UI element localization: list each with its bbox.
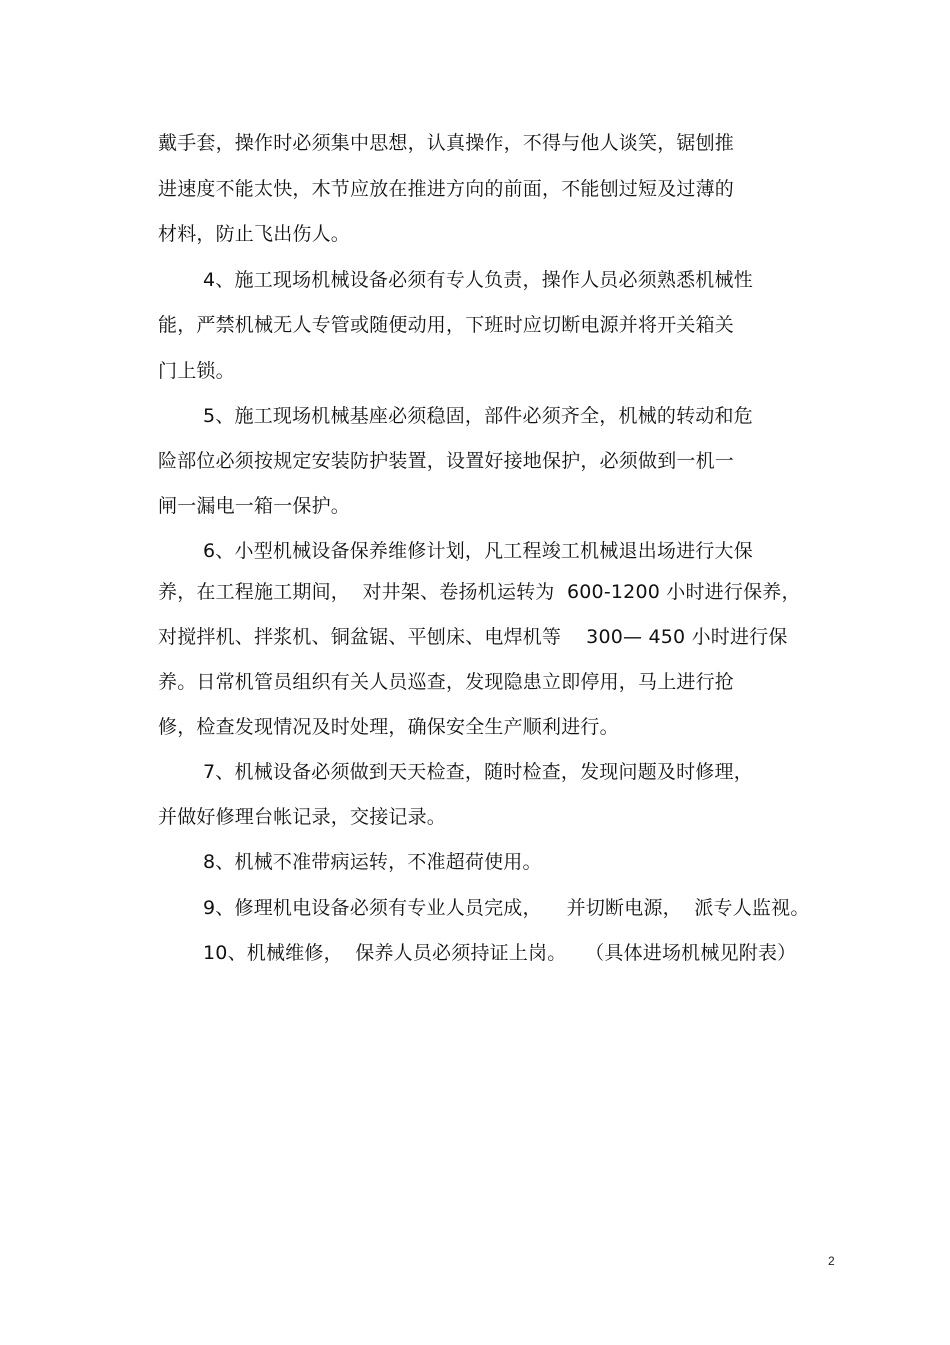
text-line: 4、施工现场机械设备必须有专人负责，操作人员必须熟悉机械性 (203, 269, 753, 291)
text-line: 材料，防止飞出伤人。 (158, 223, 351, 245)
text-line: 6、小型机械设备保养维修计划，凡工程竣工机械退出场进行大保 (203, 540, 753, 562)
text-line: 进速度不能太快，木节应放在推进方向的前面，不能刨过短及过薄的 (158, 178, 735, 200)
text-line: 9、修理机电设备必须有专业人员完成， 并切断电源， 派专人监视。 (203, 897, 810, 919)
text-line: 能，严禁机械无人专管或随便动用，下班时应切断电源并将开关箱关 (158, 314, 735, 336)
text-line: 险部位必须按规定安装防护装置，设置好接地保护，必须做到一机一 (158, 450, 735, 472)
text-line: 养。日常机管员组织有关人员巡查，发现隐患立即停用，马上进行抢 (158, 671, 735, 693)
text-line: 养，在工程施工期间， 对井架、卷扬机运转为 600-1200 小时进行保养， (158, 581, 801, 603)
text-line: 7、机械设备必须做到天天检查，随时检查，发现问题及时修理， (203, 761, 753, 783)
text-line: 闸一漏电一箱一保护。 (158, 495, 351, 517)
text-line: 门上锁。 (158, 360, 235, 382)
text-line: 戴手套，操作时必须集中思想，认真操作，不得与他人谈笑，锯刨推 (158, 132, 735, 154)
text-line: 修，检查发现情况及时处理，确保安全生产顺利进行。 (158, 716, 619, 738)
text-line: 5、施工现场机械基座必须稳固，部件必须齐全，机械的转动和危 (203, 405, 753, 427)
page-number: 2 (828, 1254, 835, 1268)
text-line: 8、机械不准带病运转，不准超荷使用。 (203, 851, 542, 873)
text-line: 10、机械维修， 保养人员必须持证上岗。 （具体进场机械见附表） (203, 942, 797, 964)
text-line: 对搅拌机、拌浆机、铜盆锯、平刨床、电焊机等 300— 450 小时进行保 (158, 626, 788, 648)
text-line: 并做好修理台帐记录，交接记录。 (158, 806, 447, 828)
